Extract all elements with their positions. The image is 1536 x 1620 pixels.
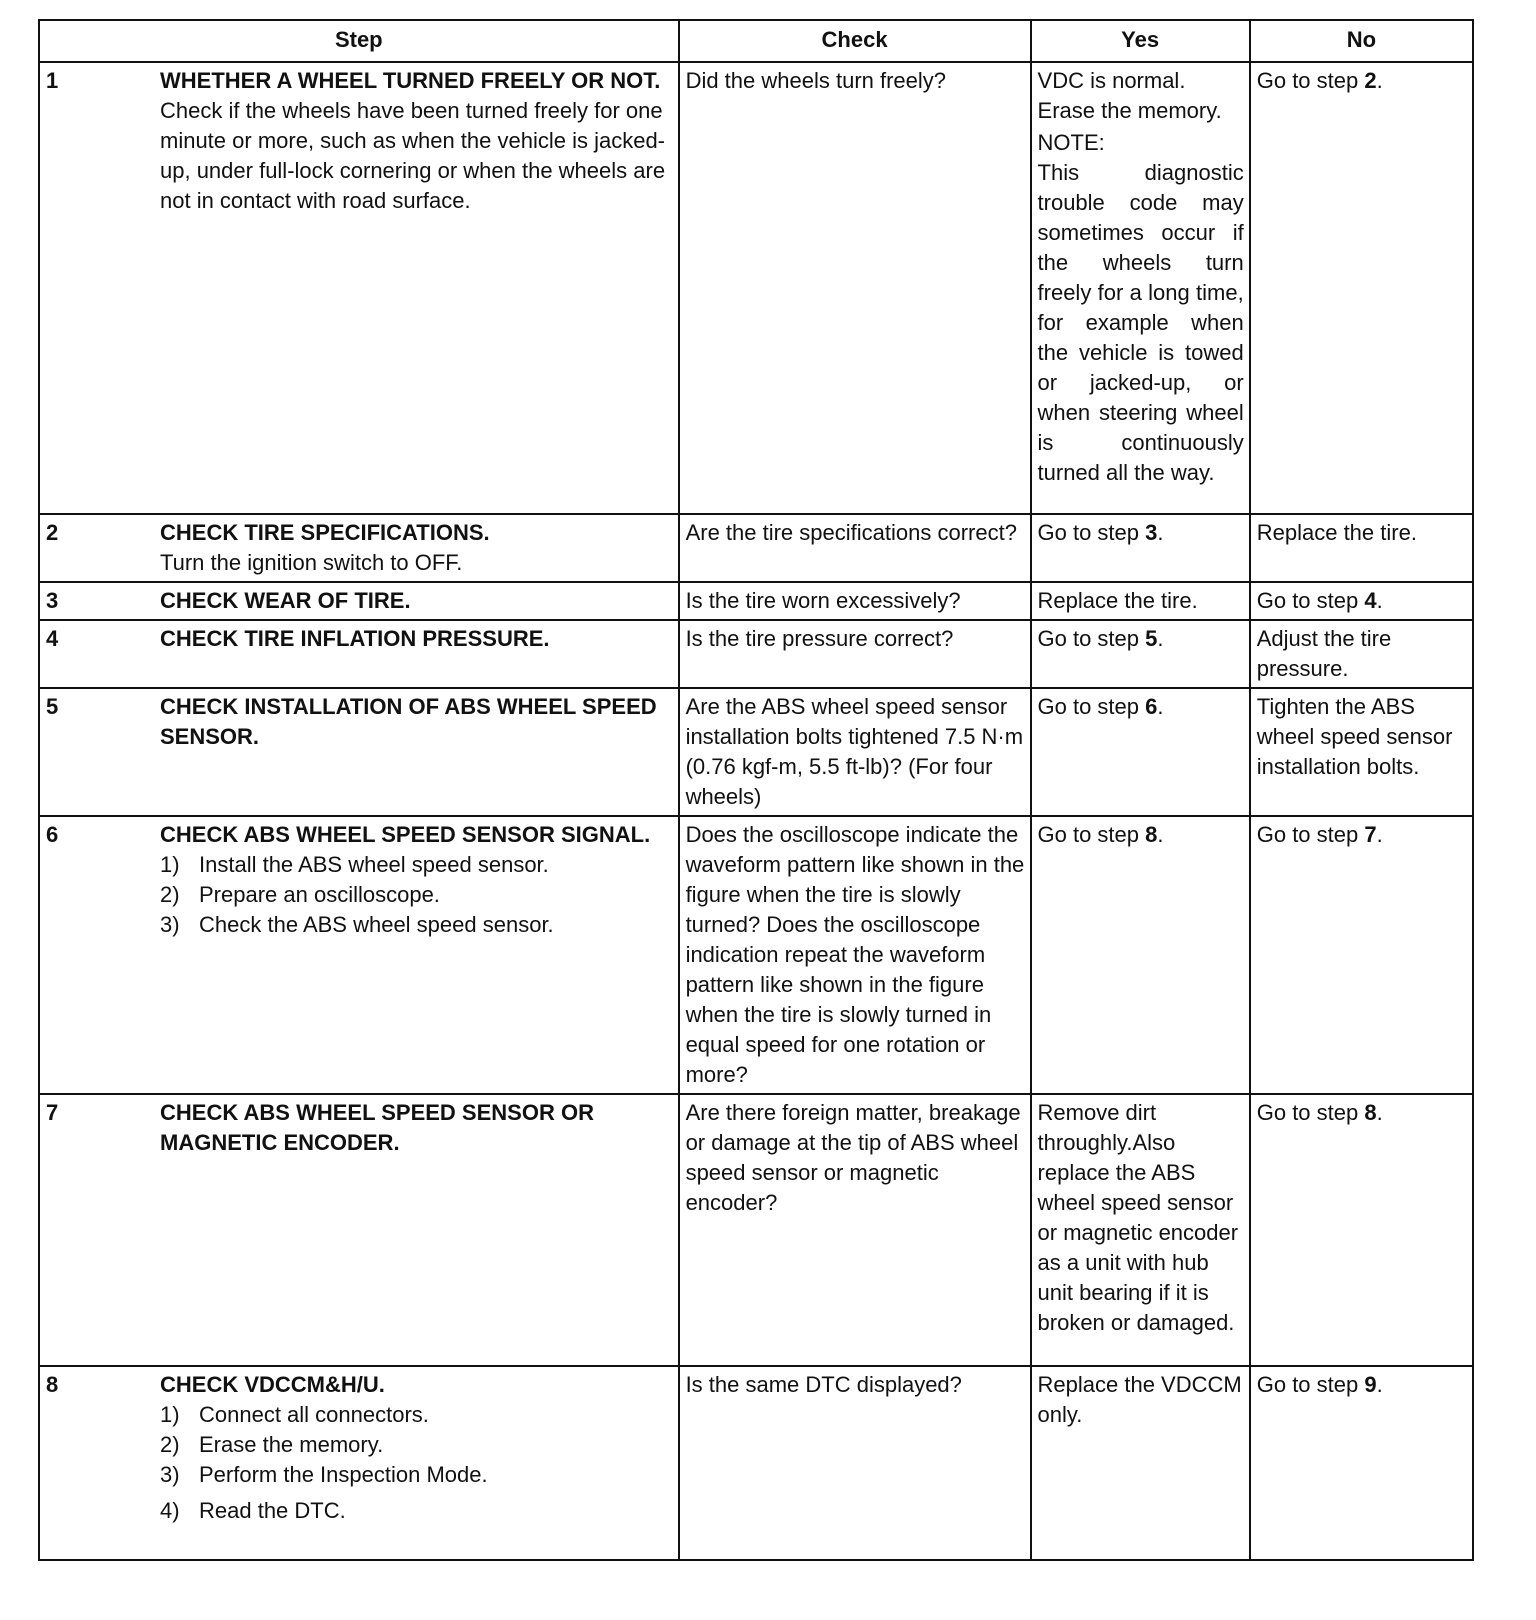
no-cell: Replace the tire. xyxy=(1250,514,1473,582)
procedure-number: 3) xyxy=(160,1462,180,1487)
check-cell: Is the tire worn excessively? xyxy=(679,582,1031,620)
yes-cell xyxy=(1031,688,1250,816)
yes-cell xyxy=(1031,816,1250,1094)
header-yes: Yes xyxy=(1031,20,1250,62)
step-cell xyxy=(39,514,679,582)
procedure-text: Erase the memory. xyxy=(199,1432,384,1457)
no-suffix: . xyxy=(1376,68,1383,93)
yes-suffix: . xyxy=(1157,520,1164,545)
yes-cell: Remove dirt throughly.Also replace the ABS wheel speed sensor or magnetic encoder as a unit with hub unit bearing if it is broken or damaged. xyxy=(1031,1094,1250,1366)
no-cell xyxy=(1250,816,1473,1094)
note-label: NOTE: xyxy=(1037,130,1105,155)
yes-prefix: Go to step xyxy=(1037,626,1146,651)
no-prefix: Go to step xyxy=(1256,588,1365,613)
check-cell: Are there foreign matter, breakage or damage at the tip of ABS wheel speed sensor or magnetic encoder? xyxy=(679,1094,1031,1366)
table-row xyxy=(39,514,1473,582)
procedure-number: 1) xyxy=(160,1402,180,1427)
header-no: No xyxy=(1250,20,1473,62)
table-row xyxy=(39,62,1473,514)
step-description: Check if the wheels have been turned freely for one minute or more, such as when the vehicle is jacked-up, under full-lock cornering or when the wheels are not in contact with road surface. xyxy=(160,98,666,213)
step-number: 6 xyxy=(46,822,59,847)
procedure-item xyxy=(160,1496,673,1526)
step-cell xyxy=(39,1366,679,1560)
no-cell: Adjust the tire pressure. xyxy=(1250,620,1473,688)
no-step-link: 9 xyxy=(1364,1372,1377,1397)
step-title: CHECK ABS WHEEL SPEED SENSOR OR MAGNETIC ENCODER. xyxy=(160,1100,594,1155)
no-suffix: . xyxy=(1376,1100,1383,1125)
step-number: 3 xyxy=(46,588,59,613)
procedure-text: Check the ABS wheel speed sensor. xyxy=(199,912,554,937)
procedure-number: 3) xyxy=(160,912,180,937)
step-description: Turn the ignition switch to OFF. xyxy=(160,550,463,575)
yes-cell: Replace the tire. xyxy=(1031,582,1250,620)
yes-prefix: Go to step xyxy=(1037,822,1146,847)
no-suffix: . xyxy=(1376,1372,1383,1397)
procedure-item xyxy=(160,850,673,880)
check-cell: Did the wheels turn freely? xyxy=(679,62,1031,514)
step-number: 4 xyxy=(46,626,59,651)
procedure-number: 2) xyxy=(160,882,180,907)
table-row xyxy=(39,1094,1473,1366)
no-prefix: Go to step xyxy=(1256,822,1365,847)
procedure-item xyxy=(160,1460,673,1490)
no-suffix: . xyxy=(1376,588,1383,613)
step-title: CHECK TIRE INFLATION PRESSURE. xyxy=(160,626,550,651)
yes-suffix: . xyxy=(1157,694,1164,719)
step-number: 7 xyxy=(46,1100,59,1125)
no-cell: Tighten the ABS wheel speed sensor installation bolts. xyxy=(1250,688,1473,816)
yes-prefix: Go to step xyxy=(1037,520,1146,545)
no-step-link: 7 xyxy=(1364,822,1377,847)
no-cell xyxy=(1250,582,1473,620)
procedure-list xyxy=(160,850,673,940)
step-cell xyxy=(39,688,679,816)
procedure-text: Connect all connectors. xyxy=(199,1402,429,1427)
step-number: 2 xyxy=(46,520,59,545)
step-title: CHECK TIRE SPECIFICATIONS. xyxy=(160,520,490,545)
table-row xyxy=(39,582,1473,620)
check-cell: Are the tire specifications correct? xyxy=(679,514,1031,582)
yes-step-link: 5 xyxy=(1145,626,1158,651)
procedure-item xyxy=(160,880,673,910)
step-title: CHECK INSTALLATION OF ABS WHEEL SPEED SENSOR. xyxy=(160,694,657,749)
procedure-text: Install the ABS wheel speed sensor. xyxy=(199,852,549,877)
procedure-number: 4) xyxy=(160,1498,180,1523)
yes-prefix: Go to step xyxy=(1037,694,1146,719)
procedure-number: 2) xyxy=(160,1432,180,1457)
procedure-item xyxy=(160,1400,673,1430)
yes-text: VDC is normal. Erase the memory. xyxy=(1037,68,1222,123)
check-cell: Does the oscilloscope indicate the waveform pattern like shown in the figure when the tire is slowly turned? Does the oscilloscope indication repeat the waveform pattern like shown in the figure when the tire is slowly turned in equal speed for one rotation or more? xyxy=(679,816,1031,1094)
step-number: 5 xyxy=(46,694,59,719)
check-cell: Is the tire pressure correct? xyxy=(679,620,1031,688)
procedure-item xyxy=(160,1430,673,1460)
yes-step-link: 8 xyxy=(1145,822,1158,847)
yes-suffix: . xyxy=(1157,822,1164,847)
header-check: Check xyxy=(679,20,1031,62)
yes-step-link: 3 xyxy=(1145,520,1158,545)
step-cell xyxy=(39,620,679,688)
step-cell xyxy=(39,62,679,514)
step-number: 1 xyxy=(46,68,59,93)
procedure-text: Perform the Inspection Mode. xyxy=(199,1462,488,1487)
no-step-link: 2 xyxy=(1364,68,1377,93)
no-step-link: 8 xyxy=(1364,1100,1377,1125)
no-prefix: Go to step xyxy=(1256,68,1365,93)
diagnostic-table xyxy=(38,19,1474,1561)
yes-cell xyxy=(1031,620,1250,688)
step-number: 8 xyxy=(46,1372,59,1397)
procedure-text: Read the DTC. xyxy=(199,1498,346,1523)
table-row xyxy=(39,688,1473,816)
yes-cell xyxy=(1031,514,1250,582)
no-suffix: . xyxy=(1376,822,1383,847)
no-step-link: 4 xyxy=(1364,588,1377,613)
step-title: CHECK WEAR OF TIRE. xyxy=(160,588,411,613)
table-row xyxy=(39,620,1473,688)
step-cell xyxy=(39,582,679,620)
procedure-list xyxy=(160,1400,673,1526)
yes-suffix: . xyxy=(1157,626,1164,651)
header-step: Step xyxy=(39,20,679,62)
yes-cell: Replace the VDCCM only. xyxy=(1031,1366,1250,1560)
step-title: CHECK ABS WHEEL SPEED SENSOR SIGNAL. xyxy=(160,822,651,847)
step-cell xyxy=(39,1094,679,1366)
no-prefix: Go to step xyxy=(1256,1100,1365,1125)
yes-cell xyxy=(1031,62,1250,514)
check-cell: Is the same DTC displayed? xyxy=(679,1366,1031,1560)
no-cell xyxy=(1250,62,1473,514)
table-header-row xyxy=(39,20,1473,62)
note-text: This diagnostic trouble code may sometimes occur if the wheels turn freely for a long time, for example when the vehicle is towed or jacked-up, or when steering wheel is continuously turned all the way. xyxy=(1037,160,1244,485)
procedure-text: Prepare an oscilloscope. xyxy=(199,882,440,907)
procedure-item xyxy=(160,910,673,940)
table-row xyxy=(39,816,1473,1094)
document-page xyxy=(38,19,1474,1561)
step-title: WHETHER A WHEEL TURNED FREELY OR NOT. xyxy=(160,68,661,93)
table-row xyxy=(39,1366,1473,1560)
yes-step-link: 6 xyxy=(1145,694,1158,719)
check-cell: Are the ABS wheel speed sensor installation bolts tightened 7.5 N·m (0.76 kgf-m, 5.5 ft-lb)? (For four wheels) xyxy=(679,688,1031,816)
step-title: CHECK VDCCM&H/U. xyxy=(160,1372,385,1397)
no-cell xyxy=(1250,1094,1473,1366)
procedure-number: 1) xyxy=(160,852,180,877)
no-cell xyxy=(1250,1366,1473,1560)
step-cell xyxy=(39,816,679,1094)
no-prefix: Go to step xyxy=(1256,1372,1365,1397)
